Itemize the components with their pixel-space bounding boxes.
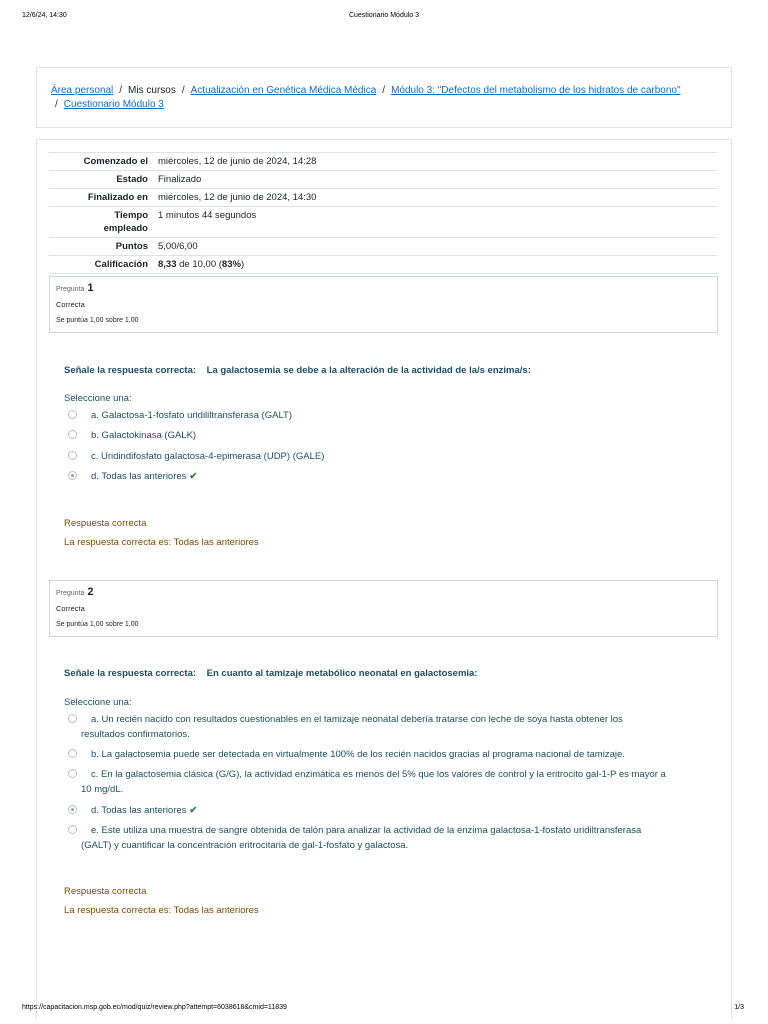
radio-button[interactable] — [68, 769, 77, 778]
summary-label — [49, 207, 152, 238]
breadcrumb-separator: / — [119, 85, 123, 96]
option-text-row — [66, 803, 706, 818]
breadcrumb-link-quiz[interactable]: Cuestionario Módulo 3 — [63, 99, 164, 110]
summary-label-line: empleado — [103, 223, 148, 234]
summary-row-started — [49, 153, 718, 171]
option-text-continued: resultados confirmatorios. — [81, 729, 190, 740]
summary-label: Estado — [49, 171, 152, 189]
question-state: Correcta — [56, 300, 85, 309]
option-text: a. Un recién nacido con resultados cuestionables en el tamizaje neonatal debería tratarse con leche de soya hasta obtener los — [91, 714, 623, 725]
breadcrumb-separator: / — [181, 85, 185, 96]
option-text: e. Este utiliza una muestra de sangre obtenida de talón para analizar la actividad de la enzima galactosa-1-fosfato uridiltransferasa — [91, 825, 642, 836]
question-number-value: 1 — [87, 282, 94, 294]
summary-value: miércoles, 12 de junio de 2024, 14:30 — [152, 189, 718, 207]
summary-value: miércoles, 12 de junio de 2024, 14:28 — [152, 153, 718, 171]
question-text — [64, 668, 714, 679]
question-number — [56, 282, 94, 294]
option-text-block — [66, 767, 706, 797]
question-state: Correcta — [56, 604, 85, 613]
summary-value: Finalizado — [152, 171, 718, 189]
grade-score: 8,33 — [158, 259, 177, 270]
grade-percent: 83% — [221, 259, 241, 270]
answer-option[interactable] — [66, 408, 706, 423]
question-grade: Se puntúa 1,00 sobre 1,00 — [56, 317, 139, 324]
answer-prompt: Seleccione una: — [64, 697, 132, 708]
answer-option-selected[interactable] — [66, 803, 706, 818]
question-prefix: Pregunta — [56, 286, 85, 293]
breadcrumb-link-course[interactable]: Actualización en Genética Médica Médica — [190, 85, 377, 96]
question-body: La galactosemia se debe a la alteración de la actividad de la/s enzima/s: — [206, 365, 531, 376]
breadcrumb — [51, 84, 719, 112]
feedback-status: Respuesta correcta — [64, 886, 147, 897]
check-icon: ✔ — [189, 471, 198, 482]
answer-option[interactable] — [66, 428, 706, 443]
print-page-number: 1/3 — [734, 1004, 744, 1011]
question-instruction: Señale la respuesta correcta: — [64, 668, 197, 679]
print-url: https://capacitacion.msp.gob.ec/mod/quiz/review.php?attempt=6038618&cmid=11839 — [22, 1004, 287, 1011]
radio-button[interactable] — [68, 410, 77, 419]
grade-end: ) — [240, 259, 245, 270]
breadcrumb-card — [36, 67, 732, 128]
grade-scale: de 10,00 ( — [176, 259, 222, 270]
summary-value: 1 minutos 44 segundos — [152, 207, 718, 238]
option-text: d. Todas las anteriores — [91, 471, 187, 482]
option-text-continued: (GALT) y cuantificar la concentración eritrocitaria de gal-1-fosfato y galactosa. — [81, 840, 409, 851]
answer-prompt: Seleccione una: — [64, 393, 132, 404]
answer-option-selected[interactable] — [66, 469, 706, 484]
answer-option[interactable] — [66, 747, 706, 762]
right-answer: La respuesta correcta es: Todas las anteriores — [64, 905, 259, 916]
option-text-row — [66, 469, 706, 484]
summary-value: 5,00/6,00 — [152, 238, 718, 256]
radio-button[interactable] — [68, 430, 77, 439]
summary-label-line: Tiempo — [114, 210, 148, 221]
answer-option[interactable] — [66, 449, 706, 464]
answer-option[interactable] — [66, 712, 706, 742]
attempt-summary-table — [49, 152, 718, 274]
option-text: b. La galactosemia puede ser detectada en virtualmente 100% de los recién nacidos gracias al programa nacional de tamizaje. — [91, 749, 625, 760]
answer-option[interactable] — [66, 823, 706, 853]
option-text: c. En la galactosemia clásica (G/G), la actividad enzimática es menos del 5% que los valores de control y la eritrocito gal-1-P es mayor a — [91, 769, 666, 780]
breadcrumb-item-mis-cursos: Mis cursos — [128, 85, 176, 96]
option-text-block — [66, 712, 706, 742]
summary-row-points — [49, 238, 718, 256]
question-prefix: Pregunta — [56, 590, 85, 597]
breadcrumb-separator: / — [382, 85, 386, 96]
breadcrumb-link-area-personal[interactable]: Área personal — [51, 85, 114, 96]
option-text: b. Galactokinasa (GALK) — [91, 430, 197, 441]
option-text: c. Uridindifosfato galactosa-4-epimerasa (UDP) (GALE) — [91, 451, 325, 462]
radio-button[interactable] — [68, 825, 77, 834]
breadcrumb-separator: / — [55, 99, 58, 110]
answer-option[interactable] — [66, 767, 706, 797]
option-text-block — [66, 823, 706, 853]
question-number-value: 2 — [87, 586, 94, 598]
radio-button[interactable] — [68, 749, 77, 758]
summary-row-state — [49, 171, 718, 189]
radio-button[interactable] — [68, 714, 77, 723]
print-footer — [0, 1003, 768, 1017]
print-datetime: 12/6/24, 14:30 — [22, 12, 67, 19]
radio-button-checked[interactable] — [68, 471, 77, 480]
print-title: Cuestionario Módulo 3 — [348, 12, 420, 19]
radio-button-checked[interactable] — [68, 805, 77, 814]
option-text: d. Todas las anteriores — [91, 805, 187, 816]
question-body: En cuanto al tamizaje metabólico neonatal en galactosemia: — [206, 668, 478, 679]
question-info — [49, 580, 718, 637]
summary-label: Finalizado en — [49, 189, 152, 207]
question-text — [64, 365, 714, 376]
option-text-continued: 10 mg/dL. — [81, 784, 124, 795]
option-text: a. Galactosa-1-fosfato uridililtransferasa (GALT) — [91, 410, 292, 421]
question-grade: Se puntúa 1,00 sobre 1,00 — [56, 621, 139, 628]
summary-row-time — [49, 207, 718, 238]
summary-label: Comenzado el — [49, 153, 152, 171]
summary-label: Puntos — [49, 238, 152, 256]
breadcrumb-link-module[interactable]: Módulo 3: "Defectos del metabolismo de los hidratos de carbono" — [391, 85, 681, 96]
check-icon: ✔ — [189, 805, 198, 816]
print-header — [0, 10, 768, 24]
summary-row-finished — [49, 189, 718, 207]
question-number — [56, 586, 94, 598]
radio-button[interactable] — [68, 451, 77, 460]
question-info — [49, 276, 718, 333]
right-answer: La respuesta correcta es: Todas las anteriores — [64, 537, 259, 548]
feedback-status: Respuesta correcta — [64, 518, 147, 529]
question-instruction: Señale la respuesta correcta: — [64, 365, 197, 376]
summary-label: Calificación — [49, 256, 152, 274]
summary-row-grade — [49, 256, 718, 274]
summary-value — [152, 256, 718, 274]
